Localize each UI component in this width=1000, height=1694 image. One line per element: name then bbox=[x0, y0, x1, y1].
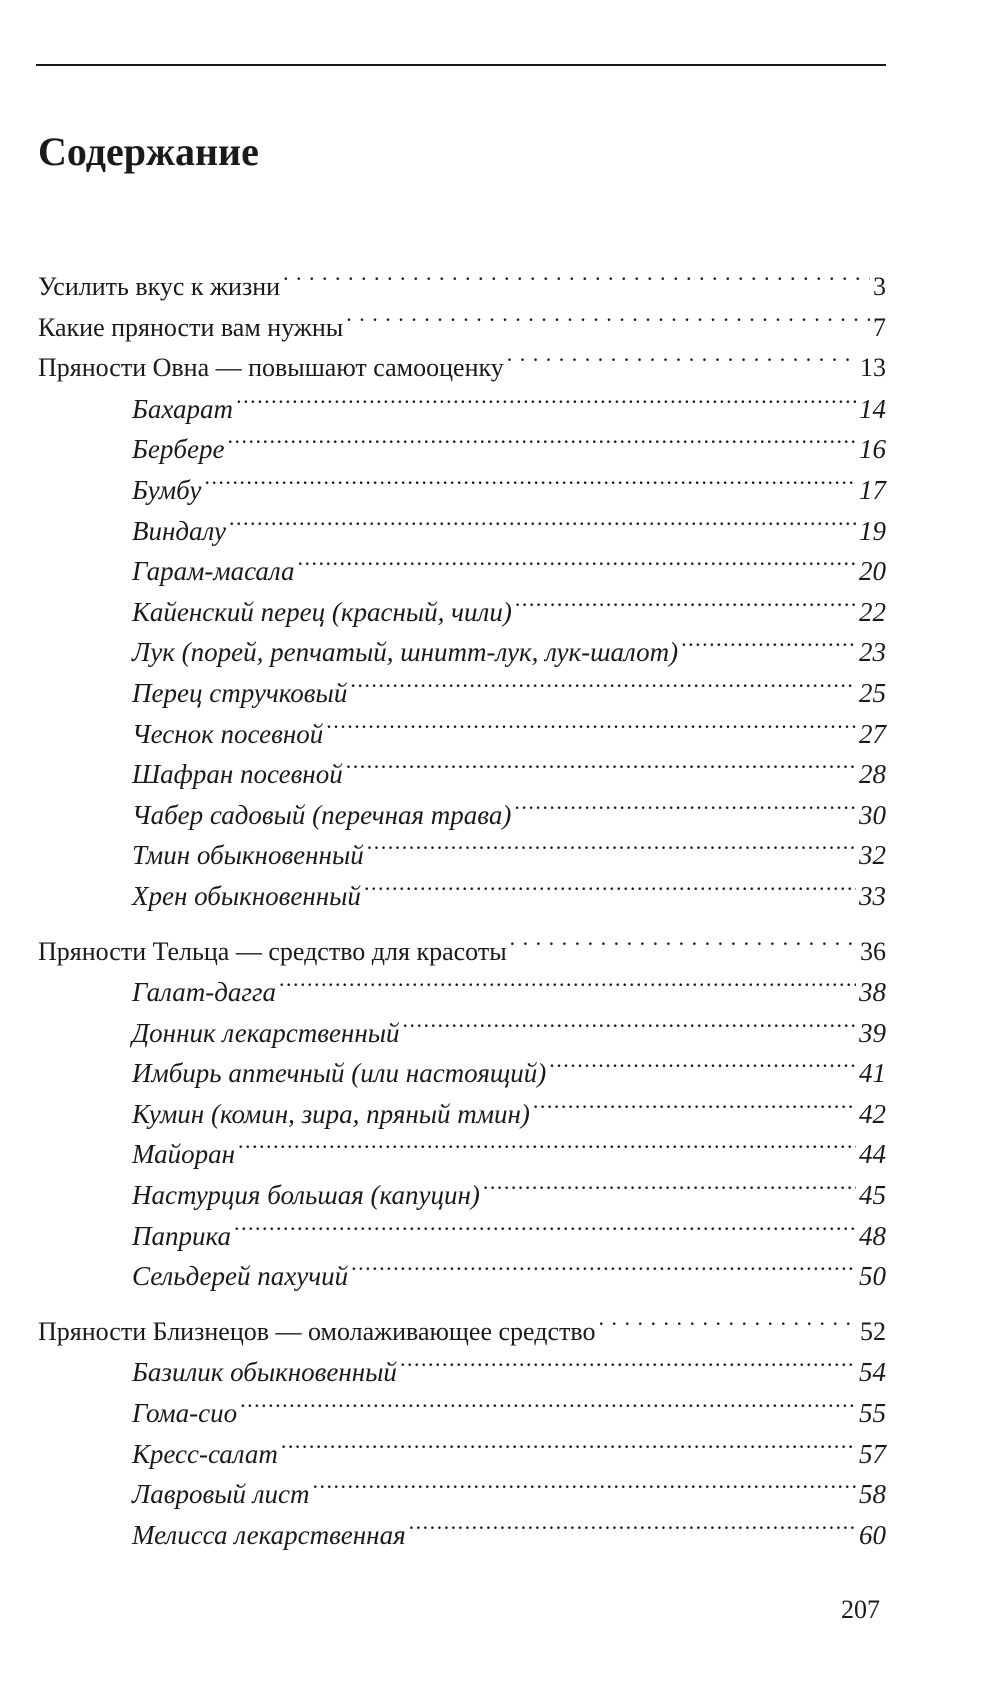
toc-entry-page: 42 bbox=[859, 1098, 886, 1129]
dot-leader bbox=[400, 1353, 856, 1381]
dot-leader bbox=[281, 1435, 856, 1463]
toc-sub-entry bbox=[132, 1434, 886, 1475]
dot-leader bbox=[409, 1516, 856, 1544]
toc-entry-page: 28 bbox=[859, 759, 886, 790]
toc-sub-entry bbox=[132, 592, 886, 633]
toc-entry-title: Мелисса лекарственная bbox=[132, 1519, 406, 1550]
toc-entry-page: 44 bbox=[859, 1139, 886, 1170]
toc-entry-title: Бахарат bbox=[132, 393, 234, 424]
toc-entry-title: Лавровый лист bbox=[132, 1479, 310, 1510]
toc-entry-page: 45 bbox=[859, 1180, 886, 1211]
toc-entry-title: Лук (порей, репчатый, шнитт-лук, лук-шалот) bbox=[132, 637, 679, 668]
toc-entry-page: 30 bbox=[859, 799, 886, 830]
dot-leader bbox=[514, 796, 856, 824]
toc-entry-page: 39 bbox=[859, 1017, 886, 1048]
dot-leader bbox=[298, 552, 856, 580]
dot-leader bbox=[238, 1135, 856, 1163]
toc-sub-entry bbox=[132, 972, 886, 1013]
dot-leader bbox=[234, 1217, 856, 1245]
page-number: 207 bbox=[841, 1595, 880, 1624]
dot-leader bbox=[403, 1014, 857, 1042]
toc-chapter-entry bbox=[38, 932, 886, 973]
dot-leader bbox=[204, 471, 856, 499]
toc-sub-entry bbox=[132, 1134, 886, 1175]
toc-chapter-entry bbox=[38, 1312, 886, 1353]
toc-entry-page: 60 bbox=[859, 1519, 886, 1550]
toc-chapter-entry bbox=[38, 308, 886, 349]
toc-entry-page: 50 bbox=[859, 1261, 886, 1292]
toc-entry-page: 3 bbox=[873, 272, 886, 301]
toc-entry-page: 48 bbox=[859, 1220, 886, 1251]
toc-sub-entry bbox=[132, 632, 886, 673]
top-rule bbox=[36, 64, 886, 66]
toc-entry-title: Галат-дагга bbox=[132, 977, 277, 1008]
toc-entry-page: 55 bbox=[859, 1398, 886, 1429]
toc-sub-entry bbox=[132, 876, 886, 917]
toc-entry-title: Чабер садовый (перечная трава) bbox=[132, 799, 512, 830]
toc-sub-entry bbox=[132, 795, 886, 836]
dot-leader bbox=[283, 267, 870, 295]
dot-leader bbox=[507, 348, 857, 376]
toc-entry-title: Тмин обыкновенный bbox=[132, 840, 364, 871]
toc-sub-entry bbox=[132, 551, 886, 592]
dot-leader bbox=[510, 932, 857, 960]
toc-entry-title: Настурция большая (капуцин) bbox=[132, 1180, 480, 1211]
toc-entry-title: Майоран bbox=[132, 1139, 236, 1170]
toc-entry-title: Кайенский перец (красный, чили) bbox=[132, 596, 512, 627]
dot-leader bbox=[346, 755, 856, 783]
table-of-contents bbox=[0, 267, 1000, 1555]
dot-leader bbox=[313, 1475, 856, 1503]
toc-entry-page: 14 bbox=[859, 393, 886, 424]
toc-entry-title: Гарам-масала bbox=[132, 556, 295, 587]
toc-entry-title: Донник лекарственный bbox=[132, 1017, 400, 1048]
toc-entry-page: 38 bbox=[859, 977, 886, 1008]
toc-entry-title: Чеснок посевной bbox=[132, 718, 324, 749]
dot-leader bbox=[326, 715, 856, 743]
toc-entry-title: Имбирь аптечный (или настоящий) bbox=[132, 1058, 547, 1089]
toc-entry-page: 52 bbox=[860, 1316, 886, 1346]
dot-leader bbox=[351, 1257, 856, 1285]
toc-entry-title: Кумин (комин, зира, пряный тмин) bbox=[132, 1098, 530, 1129]
dot-leader bbox=[227, 430, 856, 458]
toc-entry-title: Хрен обыкновенный bbox=[132, 880, 361, 911]
dot-leader bbox=[364, 877, 856, 905]
toc-entry-page: 16 bbox=[859, 434, 886, 465]
toc-entry-title: Пряности Близнецов — омолаживающее средство bbox=[38, 1316, 596, 1346]
dot-leader bbox=[236, 390, 856, 418]
page-title: Содержание bbox=[38, 129, 259, 174]
toc-entry-title: Какие пряности вам нужны bbox=[38, 312, 344, 342]
toc-entry-title: Пряности Тельца — средство для красоты bbox=[38, 936, 507, 966]
toc-chapter-entry bbox=[38, 348, 886, 389]
toc-entry-title: Базилик обыкновенный bbox=[132, 1357, 397, 1388]
toc-entry-page: 32 bbox=[859, 840, 886, 871]
dot-leader bbox=[367, 836, 856, 864]
toc-sub-entry bbox=[132, 429, 886, 470]
toc-sub-entry bbox=[132, 1256, 886, 1297]
toc-sub-entry bbox=[132, 1216, 886, 1257]
toc-sub-entry bbox=[132, 835, 886, 876]
toc-entry-title: Бумбу bbox=[132, 474, 202, 505]
toc-sub-entry bbox=[132, 714, 886, 755]
toc-sub-entry bbox=[132, 1515, 886, 1556]
toc-entry-page: 36 bbox=[860, 936, 886, 966]
dot-leader bbox=[350, 674, 856, 702]
toc-entry-page: 54 bbox=[859, 1357, 886, 1388]
toc-entry-page: 19 bbox=[859, 515, 886, 546]
dot-leader bbox=[681, 633, 856, 661]
dot-leader bbox=[483, 1176, 856, 1204]
dot-leader bbox=[515, 593, 856, 621]
toc-sub-entry bbox=[132, 1053, 886, 1094]
toc-entry-page: 57 bbox=[859, 1438, 886, 1469]
toc-entry-title: Усилить вкус к жизни bbox=[38, 272, 281, 301]
toc-sub-entry bbox=[132, 1094, 886, 1135]
toc-entry-page: 33 bbox=[859, 880, 886, 911]
dot-leader bbox=[240, 1394, 856, 1422]
toc-sub-entry bbox=[132, 1393, 886, 1434]
toc-entry-page: 25 bbox=[859, 677, 886, 708]
toc-entry-title: Сельдерей пахучий bbox=[132, 1261, 349, 1292]
dot-leader bbox=[549, 1054, 856, 1082]
toc-chapter-entry bbox=[38, 267, 886, 308]
dot-leader bbox=[229, 512, 856, 540]
toc-sub-entry bbox=[132, 389, 886, 430]
toc-entry-title: Гома-сио bbox=[132, 1398, 238, 1429]
dot-leader bbox=[533, 1095, 856, 1123]
toc-entry-page: 27 bbox=[859, 718, 886, 749]
toc-sub-entry bbox=[132, 673, 886, 714]
toc-sub-entry bbox=[132, 1474, 886, 1515]
toc-sub-entry bbox=[132, 754, 886, 795]
toc-sub-entry bbox=[132, 1175, 886, 1216]
toc-entry-page: 7 bbox=[873, 312, 886, 342]
toc-entry-page: 13 bbox=[860, 353, 886, 383]
dot-leader bbox=[598, 1312, 857, 1340]
toc-entry-page: 23 bbox=[859, 637, 886, 668]
toc-entry-title: Паприка bbox=[132, 1220, 231, 1251]
toc-entry-title: Пряности Овна — повышают самооценку bbox=[38, 353, 504, 383]
toc-entry-page: 41 bbox=[859, 1058, 886, 1089]
toc-entry-title: Виндалу bbox=[132, 515, 226, 546]
toc-entry-title: Перец стручковый bbox=[132, 677, 348, 708]
toc-entry-page: 17 bbox=[859, 474, 886, 505]
toc-sub-entry bbox=[132, 1352, 886, 1393]
toc-entry-page: 20 bbox=[859, 556, 886, 587]
toc-sub-entry bbox=[132, 470, 886, 511]
toc-entry-page: 22 bbox=[859, 596, 886, 627]
dot-leader bbox=[346, 308, 870, 336]
toc-entry-title: Шафран посевной bbox=[132, 759, 343, 790]
toc-sub-entry bbox=[132, 511, 886, 552]
toc-entry-page: 58 bbox=[859, 1479, 886, 1510]
dot-leader bbox=[279, 973, 856, 1001]
toc-entry-title: Кресс-салат bbox=[132, 1438, 278, 1469]
toc-sub-entry bbox=[132, 1013, 886, 1054]
toc-entry-title: Бербере bbox=[132, 434, 225, 465]
